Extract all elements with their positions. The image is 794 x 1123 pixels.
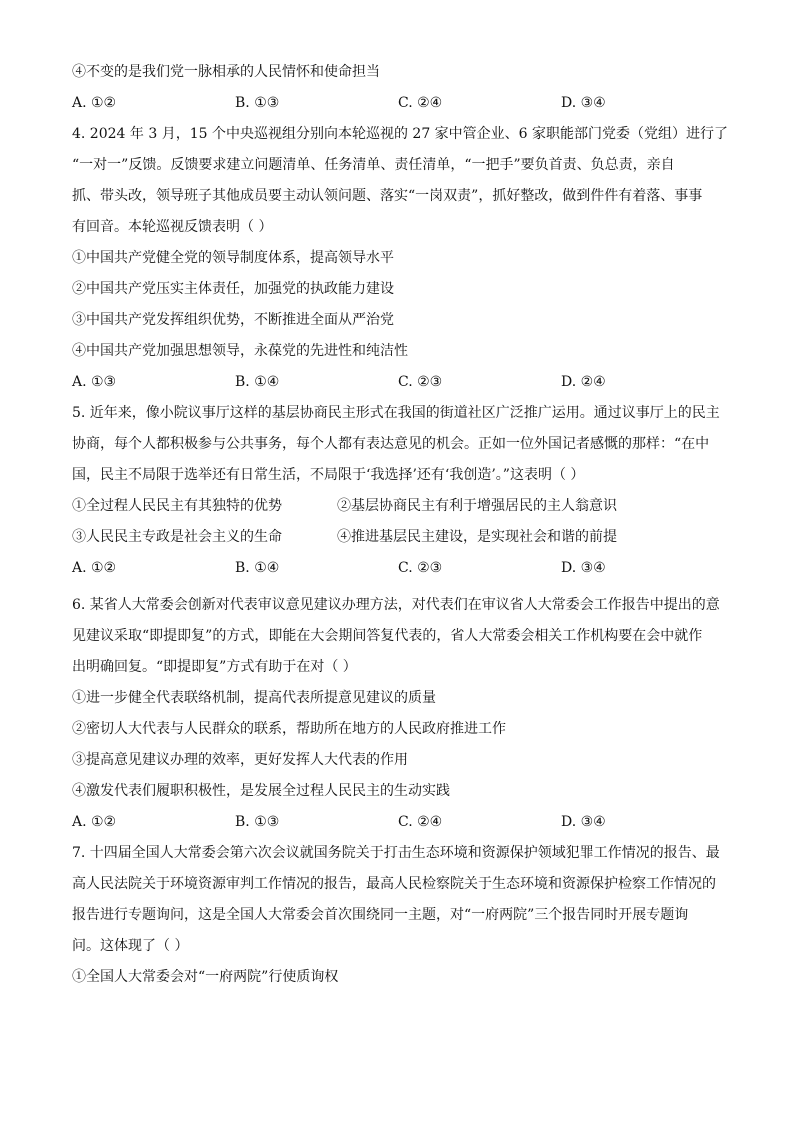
q6-options [72, 812, 724, 832]
q4-options [72, 372, 724, 392]
q5-item-3: ③人民民主专政是社会主义的生命 [72, 529, 282, 545]
q4-stem-line: “一对一”反馈。反馈要求建立问题清单、任务清单、责任清单，“一把手”要负首责、负总责，亲自 [72, 157, 675, 173]
q5-item-2: ②基层协商民主有利于增强居民的主人翁意识 [337, 498, 617, 514]
q6-option-c: C. ②④ [398, 814, 443, 830]
q3-option-d: D. ③④ [561, 95, 606, 111]
q4-option-a: A. ①③ [72, 374, 117, 390]
q6-item-2: ②密切人大代表与人民群众的联系，帮助所在地方的人民政府推进工作 [72, 721, 506, 737]
q4-item-2: ②中国共产党压实主体责任，加强党的执政能力建设 [72, 281, 394, 297]
q7-item-1: ①全国人大常委会对“一府两院”行使质询权 [72, 969, 339, 985]
q7-stem-line: 高人民法院关于环境资源审判工作情况的报告，最高人民检察院关于生态环境和资源保护检察工作情况的 [72, 876, 716, 892]
q7-stem-line: 问。这体现了（ ） [72, 938, 189, 954]
q4-option-b: B. ①④ [235, 374, 280, 390]
q7-stem-line: 7. 十四届全国人大常委会第六次会议就国务院关于打击生态环境和资源保护领域犯罪工作情况的报告、最 [72, 845, 720, 861]
q4-item-3: ③中国共产党发挥组织优势，不断推进全面从严治党 [72, 312, 394, 328]
q4-stem-line: 4. 2024 年 3 月，15 个中央巡视组分别向本轮巡视的 27 家中管企业、6 家职能部门党委（党组）进行了 [72, 126, 729, 142]
q5-item-4: ④推进基层民主建设，是实现社会和谐的前提 [337, 529, 617, 545]
q5-items-row [72, 496, 724, 516]
q5-items-row [72, 527, 724, 547]
q5-stem-line: 协商，每个人都积极参与公共事务，每个人都有表达意见的机会。正如一位外国记者感慨的那样：“在中 [72, 436, 710, 452]
q7-stem-line: 报告进行专题询问，这是全国人大常委会首次围绕同一主题，对“一府两院”三个报告同时开展专题询 [72, 907, 689, 923]
q3-option-a: A. ①② [72, 95, 117, 111]
q5-option-c: C. ②③ [398, 560, 443, 576]
exam-page [72, 62, 729, 998]
q4-stem-line: 抓、带头改，领导班子其他成员要主动认领问题、落实“一岗双责”，抓好整改，做到件件有着落、事事 [72, 188, 703, 204]
q4-item-1: ①中国共产党健全党的领导制度体系，提高领导水平 [72, 250, 394, 266]
q3-option-c: C. ②④ [398, 95, 443, 111]
q5-option-d: D. ③④ [561, 560, 606, 576]
q4-option-c: C. ②③ [398, 374, 443, 390]
q5-stem-line: 国，民主不局限于选举还有日常生活，不局限于‘我选择’还有‘我创造’。”这表明（ ） [72, 467, 585, 483]
q3-options [72, 93, 724, 113]
q5-options [72, 558, 724, 578]
q6-item-4: ④激发代表们履职积极性，是发展全过程人民民主的生动实践 [72, 783, 450, 799]
q6-item-1: ①进一步健全代表联络机制，提高代表所提意见建议的质量 [72, 690, 436, 706]
q6-option-b: B. ①③ [235, 814, 280, 830]
q6-stem-line: 出明确回复。“即提即复”方式有助于在对（ ） [72, 659, 357, 675]
q4-stem-line: 有回音。本轮巡视反馈表明（ ） [72, 219, 273, 235]
q4-option-d: D. ②④ [561, 374, 606, 390]
q5-stem-line: 5. 近年来，像小院议事厅这样的基层协商民主形式在我国的街道社区广泛推广运用。通过议事厅上的民主 [72, 405, 720, 421]
q6-stem-line: 6. 某省人大常委会创新对代表审议意见建议办理方法，对代表们在审议省人大常委会工作报告中提出的意 [72, 597, 720, 613]
q4-item-4: ④中国共产党加强思想领导，永葆党的先进性和纯洁性 [72, 343, 408, 359]
q6-stem-line: 见建议采取“即提即复”的方式，即能在大会期间答复代表的，省人大常委会相关工作机构要在会中就作 [72, 628, 703, 644]
q5-item-1: ①全过程人民民主有其独特的优势 [72, 498, 282, 514]
q3-item-4: ④不变的是我们党一脉相承的人民情怀和使命担当 [72, 64, 380, 80]
q5-option-b: B. ①④ [235, 560, 280, 576]
q5-option-a: A. ①② [72, 560, 117, 576]
q3-option-b: B. ①③ [235, 95, 280, 111]
q6-item-3: ③提高意见建议办理的效率，更好发挥人大代表的作用 [72, 752, 408, 768]
q6-option-a: A. ①② [72, 814, 117, 830]
q6-option-d: D. ③④ [561, 814, 606, 830]
